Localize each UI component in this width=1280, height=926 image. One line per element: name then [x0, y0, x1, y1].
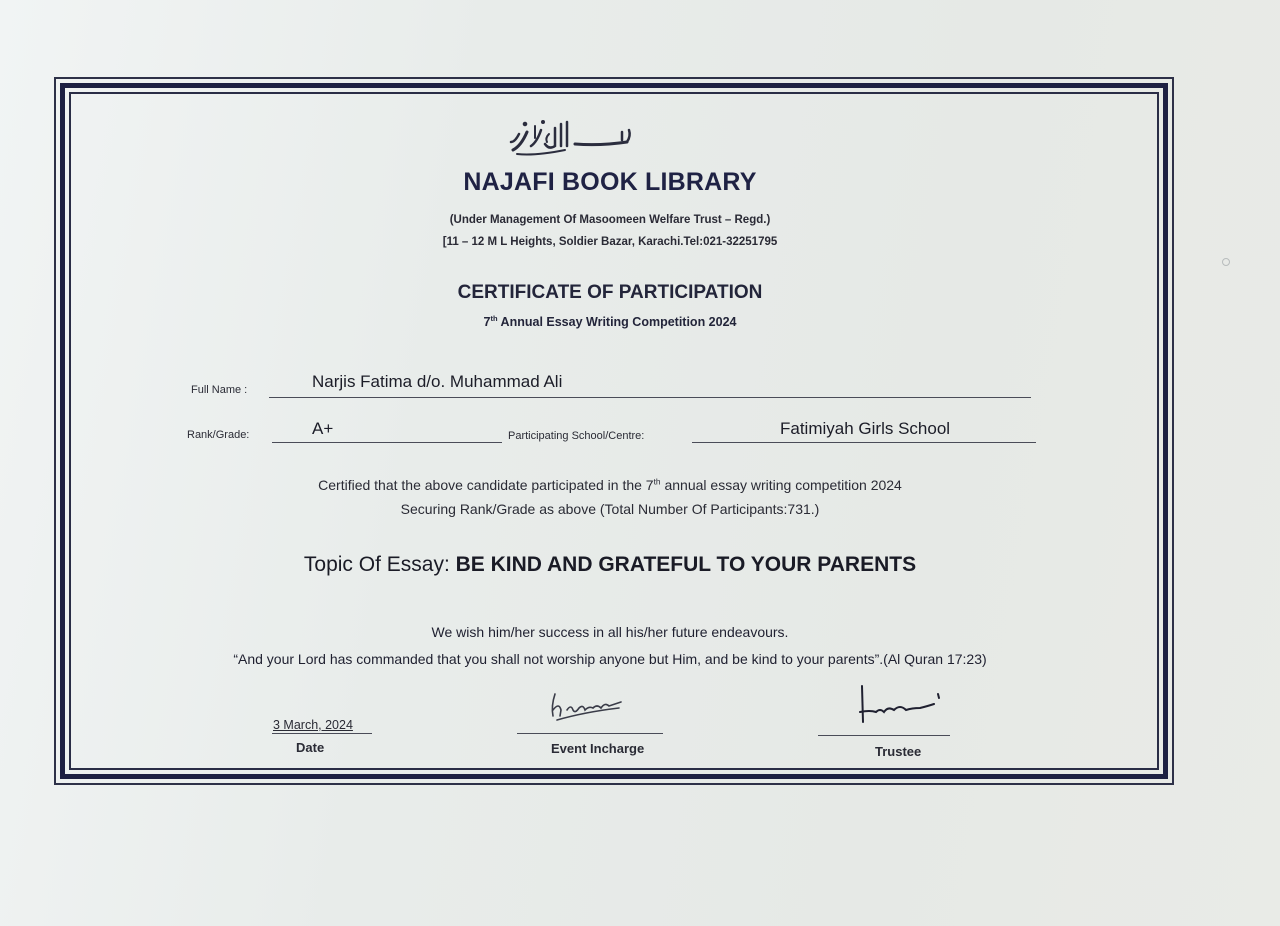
- rank-underline: [272, 442, 502, 443]
- paper-spot: [1222, 258, 1230, 266]
- management-line: (Under Management Of Masoomeen Welfare Trust – Regd.): [449, 214, 771, 226]
- edition-suffix: th: [490, 313, 498, 323]
- date-value: 3 March, 2024: [273, 718, 353, 732]
- statement-text-a: Certified that the above candidate participated in the 7: [318, 477, 654, 493]
- full-name-underline: [269, 397, 1031, 398]
- participants-statement: Securing Rank/Grade as above (Total Number Of Participants:731.): [400, 501, 820, 517]
- date-underline: [272, 733, 372, 734]
- quran-quote: “And your Lord has commanded that you shall not worship anyone but Him, and be kind to your parents”.(Al Quran 17:23): [233, 651, 987, 667]
- trustee-label: Trustee: [875, 744, 922, 759]
- essay-topic: [200, 553, 1020, 577]
- topic-label: Topic Of Essay:: [303, 553, 456, 576]
- certification-statement: [200, 477, 1020, 493]
- address-line: [11 – 12 M L Heights, Soldier Bazar, Karachi.Tel:021-32251795: [442, 236, 778, 248]
- bismillah-calligraphy-icon: [505, 116, 635, 164]
- trustee-line: [818, 735, 950, 736]
- statement-sup: th: [653, 476, 661, 487]
- topic-value: BE KIND AND GRATEFUL TO YOUR PARENTS: [455, 553, 917, 576]
- event-incharge-line: [517, 733, 663, 734]
- competition-title: Annual Essay Writing Competition 2024: [497, 315, 737, 329]
- trustee-signature-icon: [850, 682, 950, 728]
- school-underline: [692, 442, 1036, 443]
- rank-label: Rank/Grade:: [187, 429, 250, 441]
- event-incharge-signature-icon: [545, 688, 635, 724]
- school-label: Participating School/Centre:: [508, 430, 645, 442]
- event-incharge-label: Event Incharge: [551, 741, 645, 756]
- full-name-label: Full Name :: [191, 384, 248, 396]
- date-label: Date: [296, 740, 325, 755]
- edition-number: 7: [483, 315, 491, 329]
- school-value: Fatimiyah Girls School: [780, 419, 951, 438]
- organization-name: NAJAFI BOOK LIBRARY: [463, 168, 757, 196]
- wish-message: We wish him/her success in all his/her future endeavours.: [431, 624, 789, 640]
- competition-name: [380, 315, 840, 329]
- statement-text-b: annual essay writing competition 2024: [660, 477, 902, 493]
- certificate-title: CERTIFICATE OF PARTICIPATION: [457, 282, 763, 303]
- rank-value: A+: [312, 419, 334, 438]
- full-name-value: Narjis Fatima d/o. Muhammad Ali: [312, 372, 563, 391]
